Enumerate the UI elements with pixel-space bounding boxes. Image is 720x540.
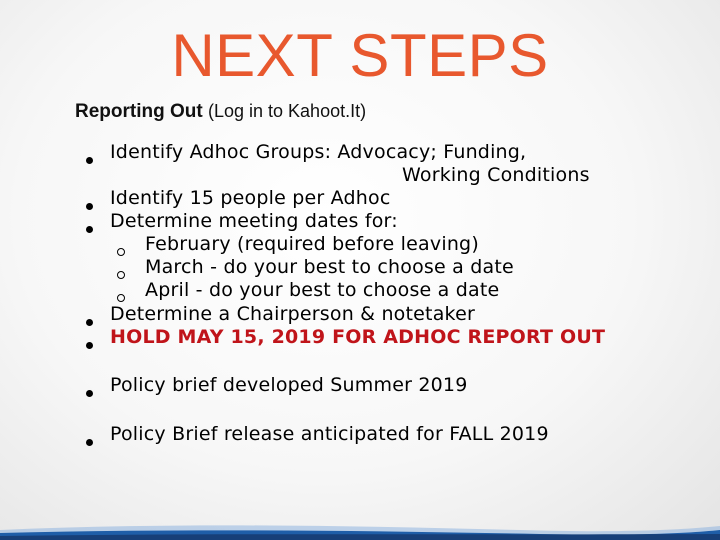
bullet-item: Policy Brief release anticipated for FALL 2019 [110,423,549,445]
bullet-item: Policy brief developed Summer 2019 [110,374,468,396]
highlight-bullet-item: HOLD MAY 15, 2019 FOR ADHOC REPORT OUT [110,326,606,348]
sub-bullet-circle-icon [117,248,125,256]
sub-bullet-circle-icon [117,294,125,302]
sub-bullet-circle-icon [117,271,125,279]
bullet-dot-icon [86,157,93,164]
bullet-item: Identify 15 people per Adhoc [110,187,391,209]
sub-bullet-item: April - do your best to choose a date [145,279,500,301]
bullet-dot-icon [86,319,93,326]
bullet-item: Determine meeting dates for: [110,210,398,232]
subtitle-bold: Reporting Out [75,101,203,122]
bullet-dot-icon [86,439,93,446]
sub-bullet-item: March - do your best to choose a date [145,256,514,278]
bullet-dot-icon [86,390,93,397]
bullet-item: Determine a Chairperson & notetaker [110,303,475,325]
bullet-dot-icon [86,342,93,349]
bullet-dot-icon [86,226,93,233]
subtitle-note: (Log in to Kahoot.It) [207,101,367,121]
bullet-dot-icon [86,203,93,210]
slide-title: NEXT STEPS [171,22,549,89]
footer-wave-decoration [0,500,720,540]
bullet-item: Identify Adhoc Groups: Advocacy; Funding, [110,141,527,163]
sub-bullet-item: February (required before leaving) [145,233,479,255]
bullet-item-continued: Working Conditions [402,164,590,186]
